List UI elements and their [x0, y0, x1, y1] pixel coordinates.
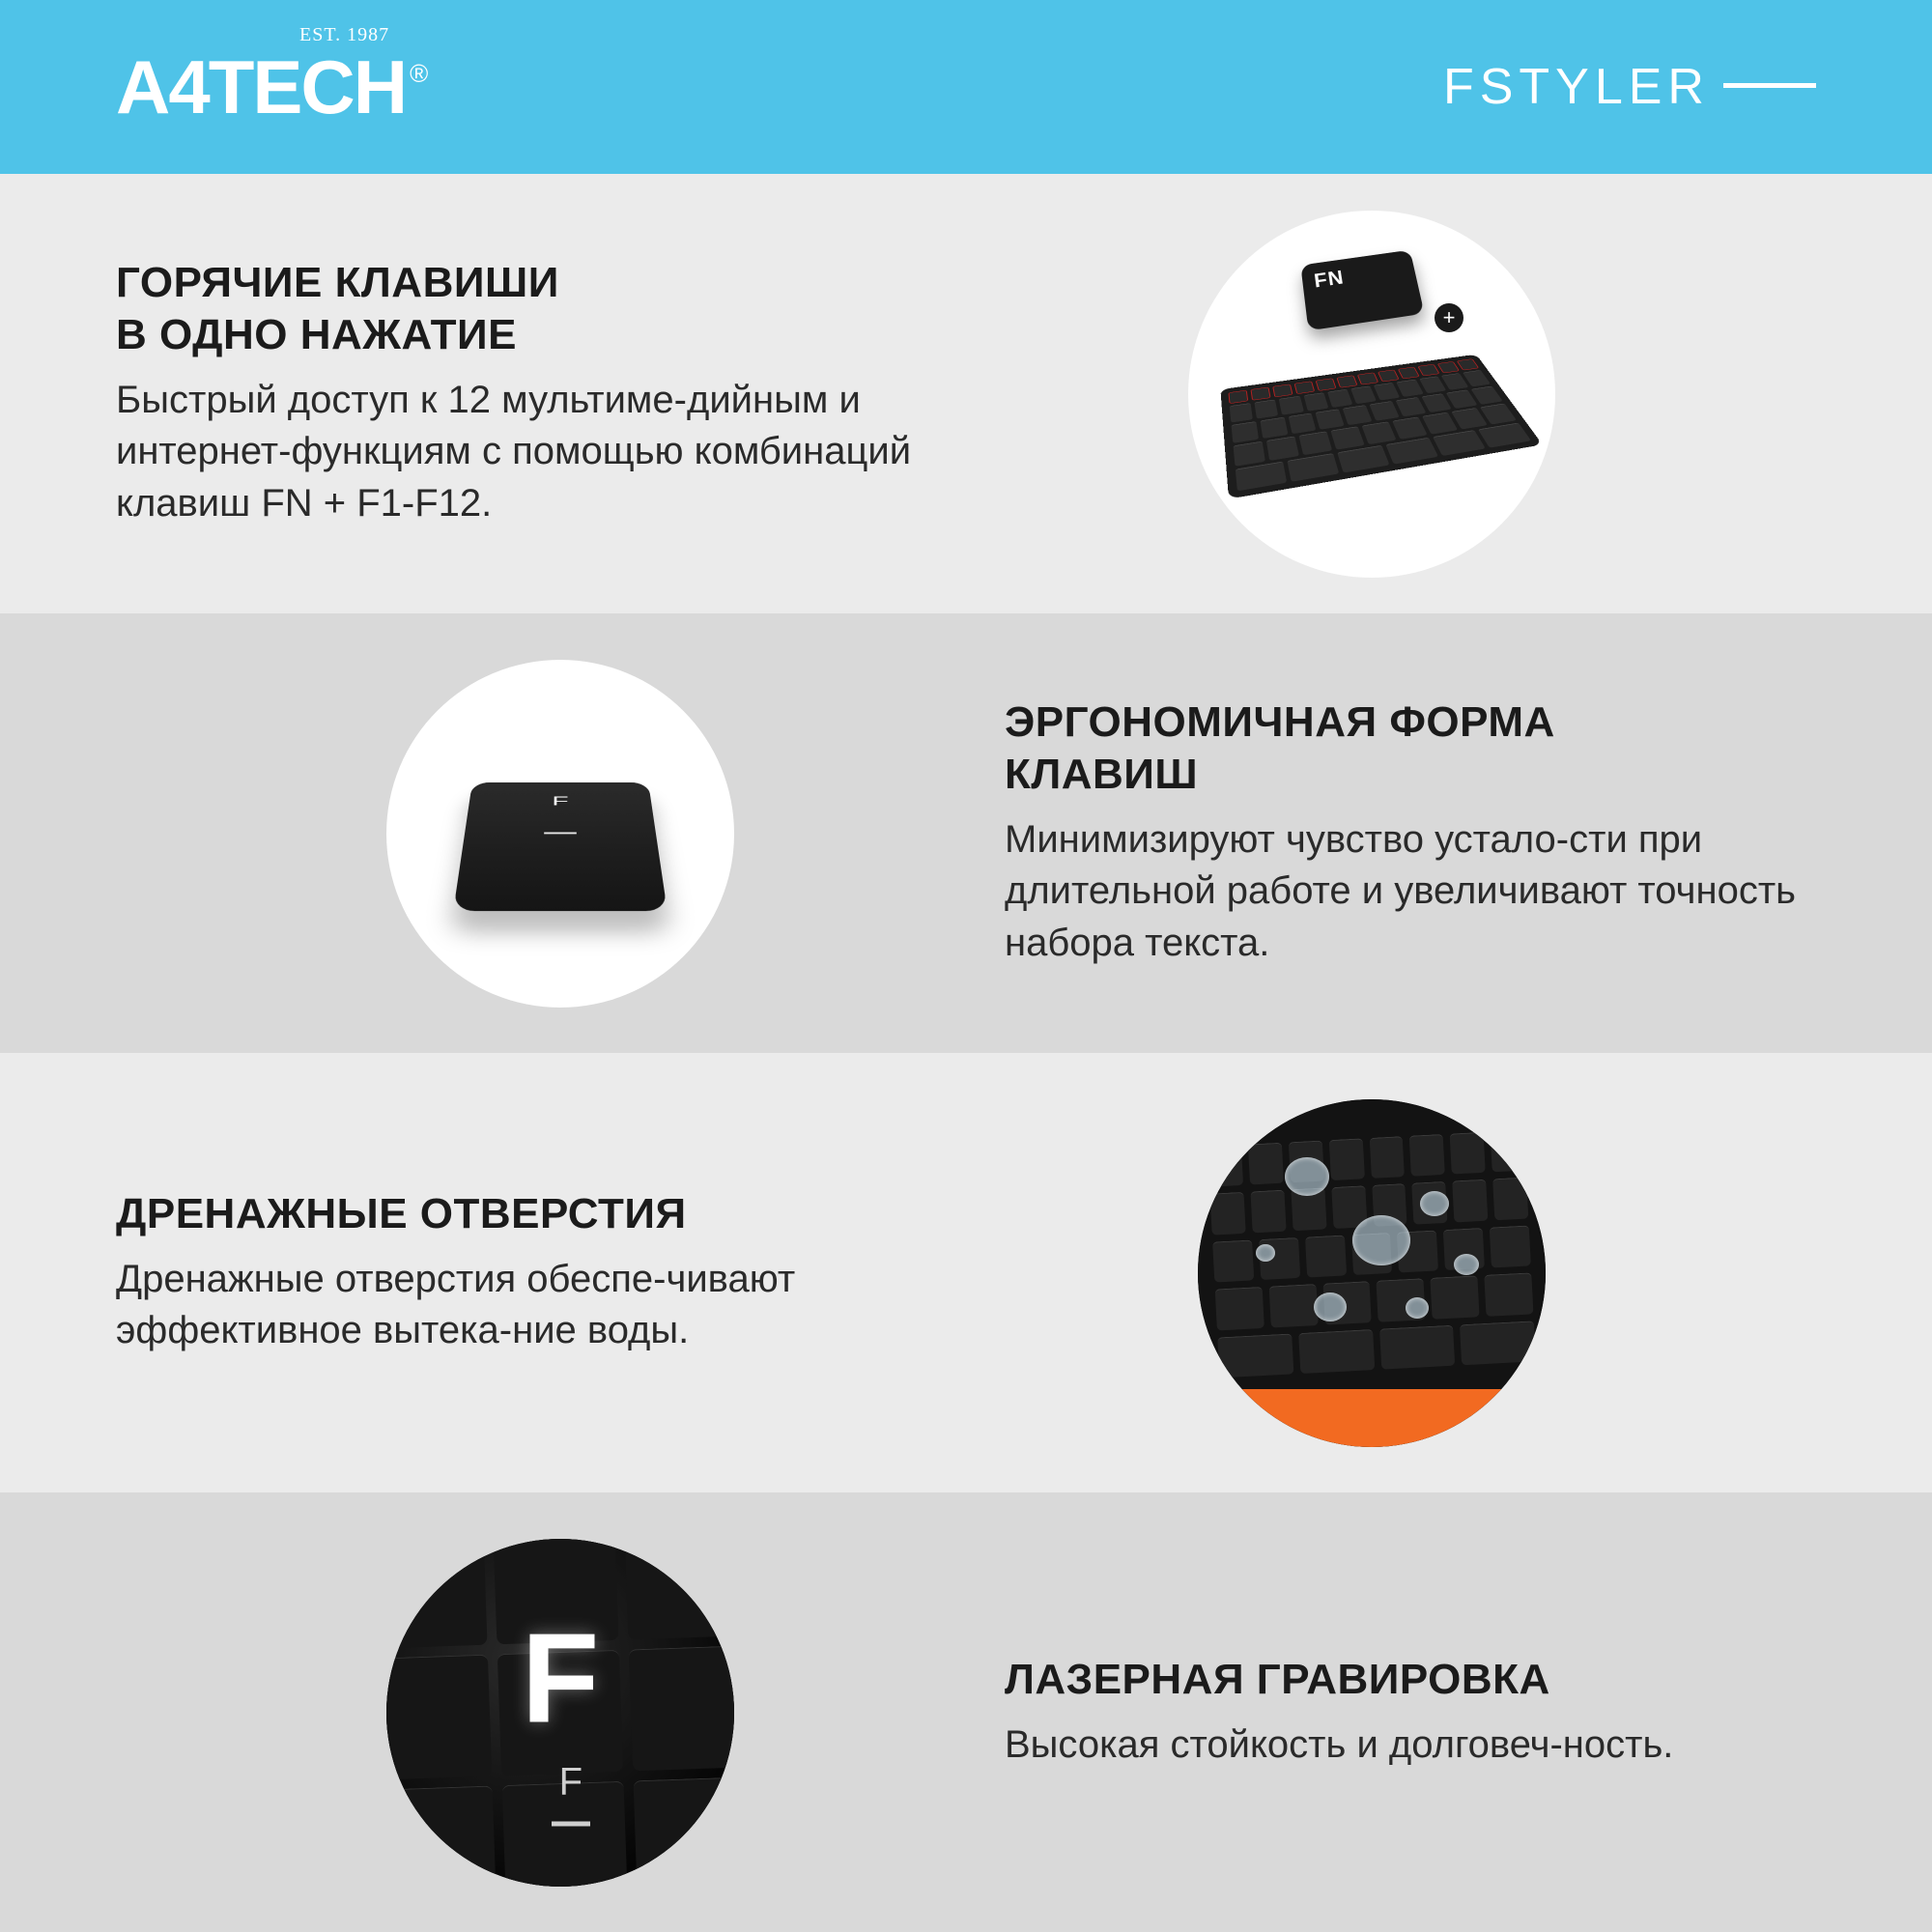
- section-ergonomic-title-line2: КЛАВИШ: [1005, 751, 1199, 799]
- key: [1409, 1133, 1445, 1176]
- key: [1316, 410, 1345, 431]
- key: [1450, 1131, 1486, 1174]
- key: [1433, 430, 1486, 456]
- key: [1484, 1272, 1533, 1316]
- section-drainage-image-col: [927, 1099, 1816, 1447]
- header-bar: [0, 0, 1932, 174]
- key: [1287, 453, 1339, 482]
- key: [1250, 1190, 1286, 1233]
- section-ergonomic-title: [1005, 696, 1816, 800]
- fn-keycap: FN: [1300, 249, 1424, 330]
- key: [1417, 364, 1439, 376]
- key: [1350, 385, 1377, 404]
- key: [1228, 390, 1248, 404]
- key: [1298, 1328, 1375, 1373]
- key: [1260, 417, 1288, 439]
- water-drop-icon: [1285, 1157, 1329, 1196]
- fstyler-wordmark: FSTYLER: [1442, 59, 1710, 115]
- key: [1336, 376, 1357, 388]
- key: [1234, 441, 1265, 467]
- plus-icon: +: [1435, 303, 1463, 332]
- registered-trademark-icon: ®: [410, 59, 429, 88]
- key: [1357, 373, 1378, 385]
- key: [1362, 422, 1397, 444]
- key: [1305, 1235, 1347, 1277]
- key: [1396, 380, 1423, 397]
- keyboard-space-row: [1217, 1320, 1536, 1378]
- section-ergonomic-text: [1005, 696, 1816, 969]
- keyboard-water-drops-photo: [1198, 1099, 1546, 1447]
- water-drop-icon: [1420, 1191, 1449, 1216]
- key: [1236, 462, 1287, 492]
- key: [1478, 423, 1531, 448]
- water-drop-icon: [1256, 1244, 1275, 1262]
- key: [629, 1644, 734, 1771]
- key: [1266, 437, 1299, 461]
- section-hotkeys-title: [116, 257, 927, 360]
- key: [1492, 1177, 1528, 1219]
- key: [1268, 1284, 1318, 1327]
- fstyler-logo: [1443, 58, 1826, 116]
- key: [624, 1539, 734, 1639]
- key: [1379, 1324, 1456, 1369]
- engraved-letter-large: F: [521, 1606, 600, 1748]
- key: [1215, 1287, 1264, 1330]
- key: [1217, 1333, 1293, 1378]
- key: [1369, 1136, 1405, 1179]
- section-laser-image-col: [116, 1539, 1005, 1887]
- key: [1460, 1320, 1536, 1364]
- key: [1437, 361, 1460, 373]
- logo-wordmark-rest: 4TECH: [168, 44, 407, 129]
- water-drop-icon: [1314, 1293, 1347, 1321]
- key: [1232, 421, 1259, 443]
- section-ergonomic: [0, 613, 1932, 1053]
- key: [1208, 1144, 1243, 1186]
- section-ergonomic-title-line1: ЭРГОНОМИЧНАЯ ФОРМА: [1005, 698, 1555, 747]
- keyboard-bottom-row: [1215, 1272, 1534, 1330]
- key: [1230, 403, 1253, 423]
- water-drop-icon: [1454, 1254, 1479, 1275]
- key: [1250, 387, 1270, 401]
- fn-key-keyboard-photo: [1188, 211, 1555, 578]
- mini-keyboard-graphic: [1220, 355, 1542, 499]
- key: [386, 1654, 492, 1780]
- orange-surface-band: [1198, 1389, 1546, 1447]
- key: [1398, 367, 1420, 380]
- key: [1337, 445, 1389, 473]
- section-drainage: [0, 1053, 1932, 1492]
- key: [386, 1785, 497, 1886]
- key: [1210, 1192, 1246, 1235]
- section-laser-title: ЛАЗЕРНАЯ ГРАВИРОВКА: [1005, 1655, 1550, 1703]
- key: [1419, 376, 1446, 393]
- keyboard-function-row: [1208, 1129, 1526, 1187]
- key: [1255, 400, 1279, 419]
- logo-letter-a: A: [116, 44, 169, 129]
- section-hotkeys-image-col: [927, 211, 1816, 578]
- key: [1378, 370, 1400, 383]
- key: [1392, 417, 1427, 440]
- logo-est-text: EST. 1987: [299, 24, 390, 45]
- wet-keyboard-graphic: [1198, 1099, 1546, 1447]
- key: [1294, 382, 1316, 394]
- section-drainage-title: ДРЕНАЖНЫЕ ОТВЕРСТИЯ: [116, 1190, 687, 1238]
- key: [634, 1776, 734, 1887]
- key: [1316, 379, 1337, 391]
- key: [1272, 384, 1293, 398]
- key: [1212, 1239, 1254, 1282]
- key: [1303, 392, 1328, 412]
- section-laser-text: [1005, 1654, 1816, 1771]
- logo-wordmark: [116, 44, 407, 129]
- section-hotkeys-title-line2: В ОДНО НАЖАТИЕ: [116, 311, 517, 359]
- key: [1288, 413, 1317, 435]
- keycap-letter: F: [552, 794, 569, 809]
- section-laser-body: Высокая стойкость и долговеч-ность.: [1005, 1722, 1674, 1766]
- key: [1431, 1275, 1480, 1319]
- section-hotkeys-title-line1: ГОРЯЧИЕ КЛАВИШИ: [116, 259, 559, 307]
- key: [1330, 427, 1364, 450]
- key: [1490, 1225, 1531, 1267]
- key: [386, 1539, 487, 1649]
- key: [1369, 401, 1399, 421]
- key: [1421, 393, 1452, 412]
- engraved-key-graphic: [386, 1539, 734, 1887]
- water-drop-icon: [1352, 1215, 1410, 1265]
- laser-engraved-key-photo: [386, 1539, 734, 1887]
- single-keycap-photo: [386, 660, 734, 1008]
- key: [1248, 1142, 1284, 1184]
- key: [1328, 1138, 1364, 1180]
- section-ergonomic-body: Минимизируют чувство устало-сти при длительной работе и увеличивают точность набора текста.: [1005, 817, 1797, 964]
- key: [1327, 389, 1353, 408]
- key: [1452, 1179, 1488, 1222]
- engraved-dash-icon: [552, 1821, 590, 1826]
- key: [1385, 438, 1438, 465]
- engraved-letter-small: F: [558, 1760, 583, 1803]
- water-drop-icon: [1406, 1297, 1429, 1319]
- key: [1279, 396, 1304, 415]
- key: [1422, 412, 1458, 434]
- section-hotkeys-body: Быстрый доступ к 12 мультиме-дийным и интернет-функциям с помощью комбинаций клавиш FN + F1-F12.: [116, 378, 912, 525]
- section-laser-engraving: [0, 1492, 1932, 1932]
- section-hotkeys: [0, 174, 1932, 613]
- key: [1491, 1129, 1526, 1172]
- section-drainage-body: Дренажные отверстия обеспе-чивают эффективное вытека-ние воды.: [116, 1257, 796, 1352]
- key: [1395, 397, 1426, 416]
- key: [1299, 432, 1333, 455]
- keycap-graphic: [453, 782, 668, 911]
- section-ergonomic-image-col: [116, 660, 1005, 1008]
- a4tech-logo: [116, 24, 429, 129]
- key: [1457, 359, 1479, 371]
- fstyler-underline-bar: [1723, 83, 1816, 88]
- section-hotkeys-text: [116, 257, 927, 529]
- keycap-dash-icon: [544, 832, 577, 834]
- key: [1343, 405, 1373, 425]
- section-drainage-text: [116, 1188, 927, 1357]
- key: [1374, 383, 1401, 401]
